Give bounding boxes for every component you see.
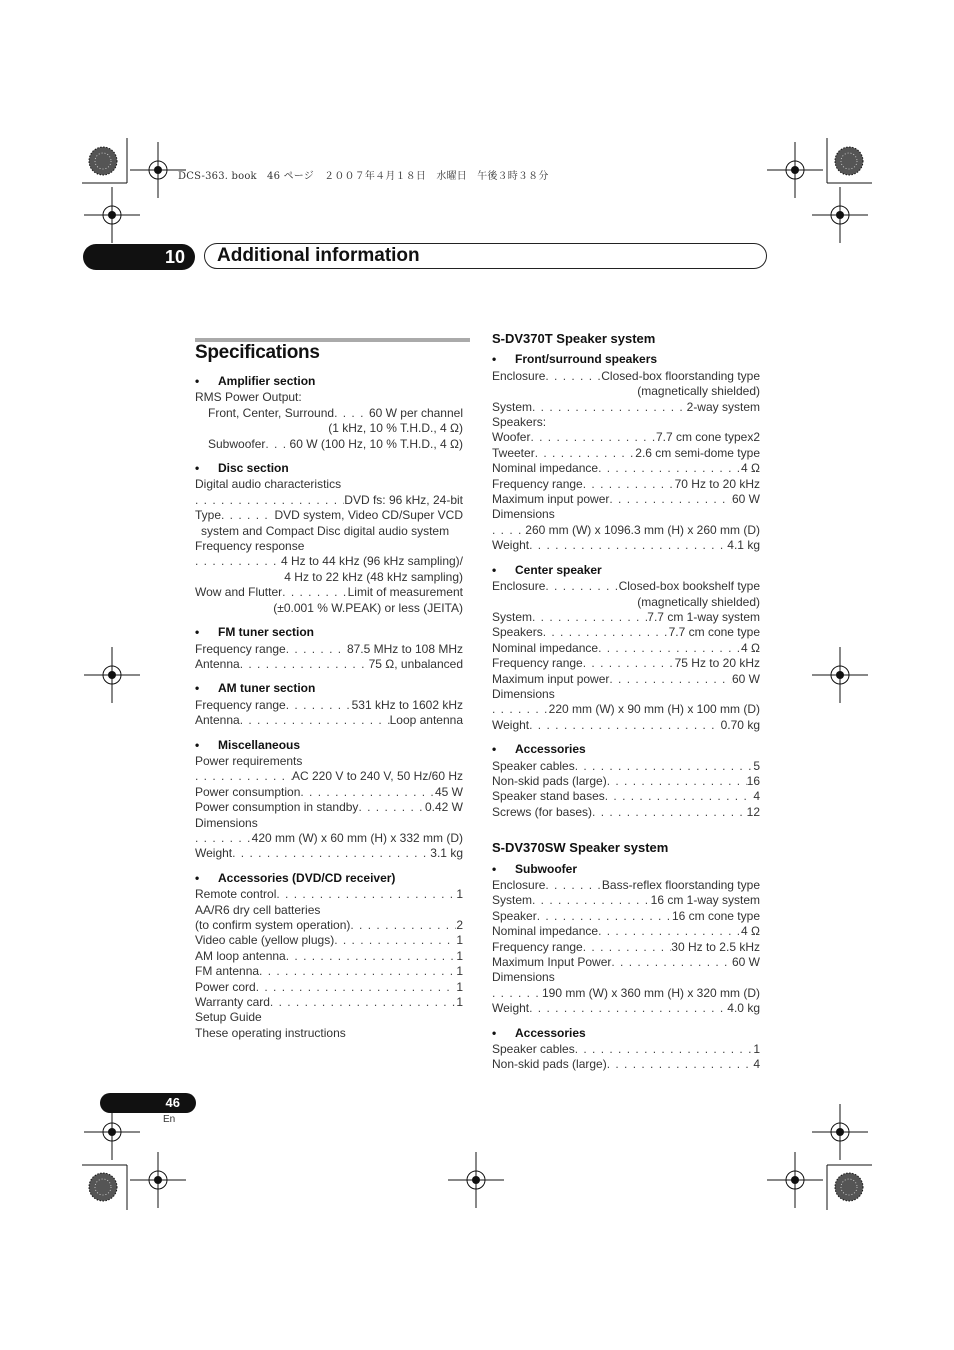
spec-row: System . . . 7.7 cm 1-way system <box>492 610 760 625</box>
sdv370sw-title: S-DV370SW Speaker system <box>492 840 669 856</box>
spec-line: (±0.001 % W.PEAK) or less (JEITA) <box>273 600 463 615</box>
spec-line: Dimensions <box>195 815 258 830</box>
spec-row: Frequency range . . . 87.5 MHz to 108 MHz <box>195 642 463 657</box>
spec-row: Speaker cables . . . 1 <box>492 1042 760 1057</box>
spec-row: Antenna . . . 75 Ω, unbalanced <box>195 657 463 672</box>
spec-row: Power consumption in standby . . . 0.42 W <box>195 800 463 815</box>
front-speakers-heading: • Front/surround speakers <box>492 352 760 367</box>
spec-row: Woofer . . . 7.7 cm cone typex2 <box>492 430 760 445</box>
spec-line: Dimensions <box>492 970 555 985</box>
spec-row: Nominal impedance . . . 4 Ω <box>492 461 760 476</box>
specifications-title: Specifications <box>195 342 320 363</box>
sdv370t-accessories-heading: • Accessories <box>492 742 760 757</box>
spec-row: Frequency range . . . 70 Hz to 20 kHz <box>492 477 760 492</box>
spec-line: (magnetically shielded) <box>637 594 760 609</box>
center-speaker-heading: • Center speaker <box>492 563 760 578</box>
spec-row: . . . 260 mm (W) x 1096.3 mm (H) x 260 mm (D) <box>492 523 760 538</box>
spec-line: 4 Hz to 22 kHz (48 kHz sampling) <box>284 569 463 584</box>
spec-row: Speakers . . . 7.7 cm cone type <box>492 625 760 640</box>
spec-row: Maximum input power . . . 60 W <box>492 672 760 687</box>
spec-row: Wow and Flutter . . . Limit of measurement <box>195 585 463 600</box>
spec-row: Enclosure . . . Bass-reflex floorstanding type <box>492 878 760 893</box>
spec-row: Maximum Input Power . . . 60 W <box>492 955 760 970</box>
spec-row: . . . AC 220 V to 240 V, 50 Hz/60 Hz <box>195 769 463 784</box>
spec-row: Speaker cables . . . 5 <box>492 759 760 774</box>
accessories-heading: • Accessories (DVD/CD receiver) <box>195 871 463 886</box>
speaker-specifications-column <box>492 331 760 1073</box>
spec-row: Weight . . . 4.1 kg <box>492 538 760 553</box>
spec-row: Maximum input power . . . 60 W <box>492 492 760 507</box>
spec-row: Tweeter . . . 2.6 cm semi-dome type <box>492 446 760 461</box>
misc-heading: • Miscellaneous <box>195 738 463 753</box>
am-heading: • AM tuner section <box>195 681 463 696</box>
spec-line: Dimensions <box>492 686 555 701</box>
spec-row: Subwoofer . . . 60 W (100 Hz, 10 % T.H.D., 4 Ω) <box>195 437 463 452</box>
spec-line: (1 kHz, 10 % T.H.D., 4 Ω) <box>328 421 463 436</box>
spec-line: system and Compact Disc digital audio system <box>201 523 450 538</box>
spec-row: Weight . . . 0.70 kg <box>492 718 760 733</box>
spec-line: Digital audio characteristics <box>195 477 342 492</box>
spec-row: FM antenna . . . 1 <box>195 964 463 979</box>
spec-row: . . . 190 mm (W) x 360 mm (H) x 320 mm (D) <box>492 986 760 1001</box>
spec-row: System . . . 2-way system <box>492 400 760 415</box>
specifications-column <box>195 374 463 1041</box>
spec-row: Enclosure . . . Closed-box floorstanding type <box>492 369 760 384</box>
spec-line: Dimensions <box>492 507 555 522</box>
spec-row: . . . DVD fs: 96 kHz, 24-bit <box>195 493 463 508</box>
spec-line: (magnetically shielded) <box>637 384 760 399</box>
spec-row: Speaker stand bases . . . 4 <box>492 789 760 804</box>
chapter-number: 10 <box>83 244 195 270</box>
spec-row: Remote control . . . 1 <box>195 887 463 902</box>
spec-line: AA/R6 dry cell batteries <box>195 902 321 917</box>
spec-row: Frequency range . . . 75 Hz to 20 kHz <box>492 656 760 671</box>
spec-row: Nominal impedance . . . 4 Ω <box>492 641 760 656</box>
spec-row: Non-skid pads (large) . . . 16 <box>492 774 760 789</box>
fm-heading: • FM tuner section <box>195 625 463 640</box>
amplifier-heading: • Amplifier section <box>195 374 463 389</box>
spec-row: Frequency range . . . 531 kHz to 1602 kHz <box>195 698 463 713</box>
spec-row: Power cord . . . 1 <box>195 980 463 995</box>
disc-heading: • Disc section <box>195 461 463 476</box>
spec-row: Power consumption . . . 45 W <box>195 785 463 800</box>
spec-row: . . . 4 Hz to 44 kHz (96 kHz sampling)/ <box>195 554 463 569</box>
spec-line: Frequency response <box>195 539 305 554</box>
spec-row: Nominal impedance . . . 4 Ω <box>492 924 760 939</box>
spec-line: Speakers: <box>492 415 547 430</box>
spec-row: Weight . . . 4.0 kg <box>492 1001 760 1016</box>
spec-row: Weight . . . 3.1 kg <box>195 846 463 861</box>
subwoofer-heading: • Subwoofer <box>492 862 760 877</box>
spec-row: Speaker . . . 16 cm cone type <box>492 909 760 924</box>
spec-row: Non-skid pads (large) . . . 4 <box>492 1057 760 1072</box>
print-header-note: DCS-363. book 46 ページ ２００７年４月１８日 水曜日 午後３時３８分 <box>178 171 549 182</box>
page-language: En <box>163 1114 176 1125</box>
sdv370t-title: S-DV370T Speaker system <box>492 331 656 346</box>
page-number: 46 <box>100 1093 196 1113</box>
spec-line: These operating instructions <box>195 1025 346 1040</box>
spec-line: Power requirements <box>195 753 303 768</box>
spec-row: (to confirm system operation) . . . 2 <box>195 918 463 933</box>
spec-row: Warranty card . . . 1 <box>195 995 463 1010</box>
spec-row: . . . 220 mm (W) x 90 mm (H) x 100 mm (D) <box>492 702 760 717</box>
spec-row: Frequency range . . . 30 Hz to 2.5 kHz <box>492 940 760 955</box>
spec-line: Setup Guide <box>195 1010 262 1025</box>
spec-row: AM loop antenna . . . 1 <box>195 949 463 964</box>
spec-row: Type . . . DVD system, Video CD/Super VCD <box>195 508 463 523</box>
spec-row: System . . . 16 cm 1-way system <box>492 893 760 908</box>
spec-row: . . . 420 mm (W) x 60 mm (H) x 332 mm (D) <box>195 831 463 846</box>
spec-line: RMS Power Output: <box>195 390 302 405</box>
spec-row: Enclosure . . . Closed-box bookshelf type <box>492 579 760 594</box>
chapter-title: Additional information <box>204 243 767 269</box>
spec-row: Front, Center, Surround . . . 60 W per channel <box>195 406 463 421</box>
spec-row: Antenna . . . Loop antenna <box>195 713 463 728</box>
spec-row: Video cable (yellow plugs) . . . 1 <box>195 933 463 948</box>
spec-row: Screws (for bases) . . . 12 <box>492 805 760 820</box>
sdv370sw-accessories-heading: • Accessories <box>492 1026 760 1041</box>
